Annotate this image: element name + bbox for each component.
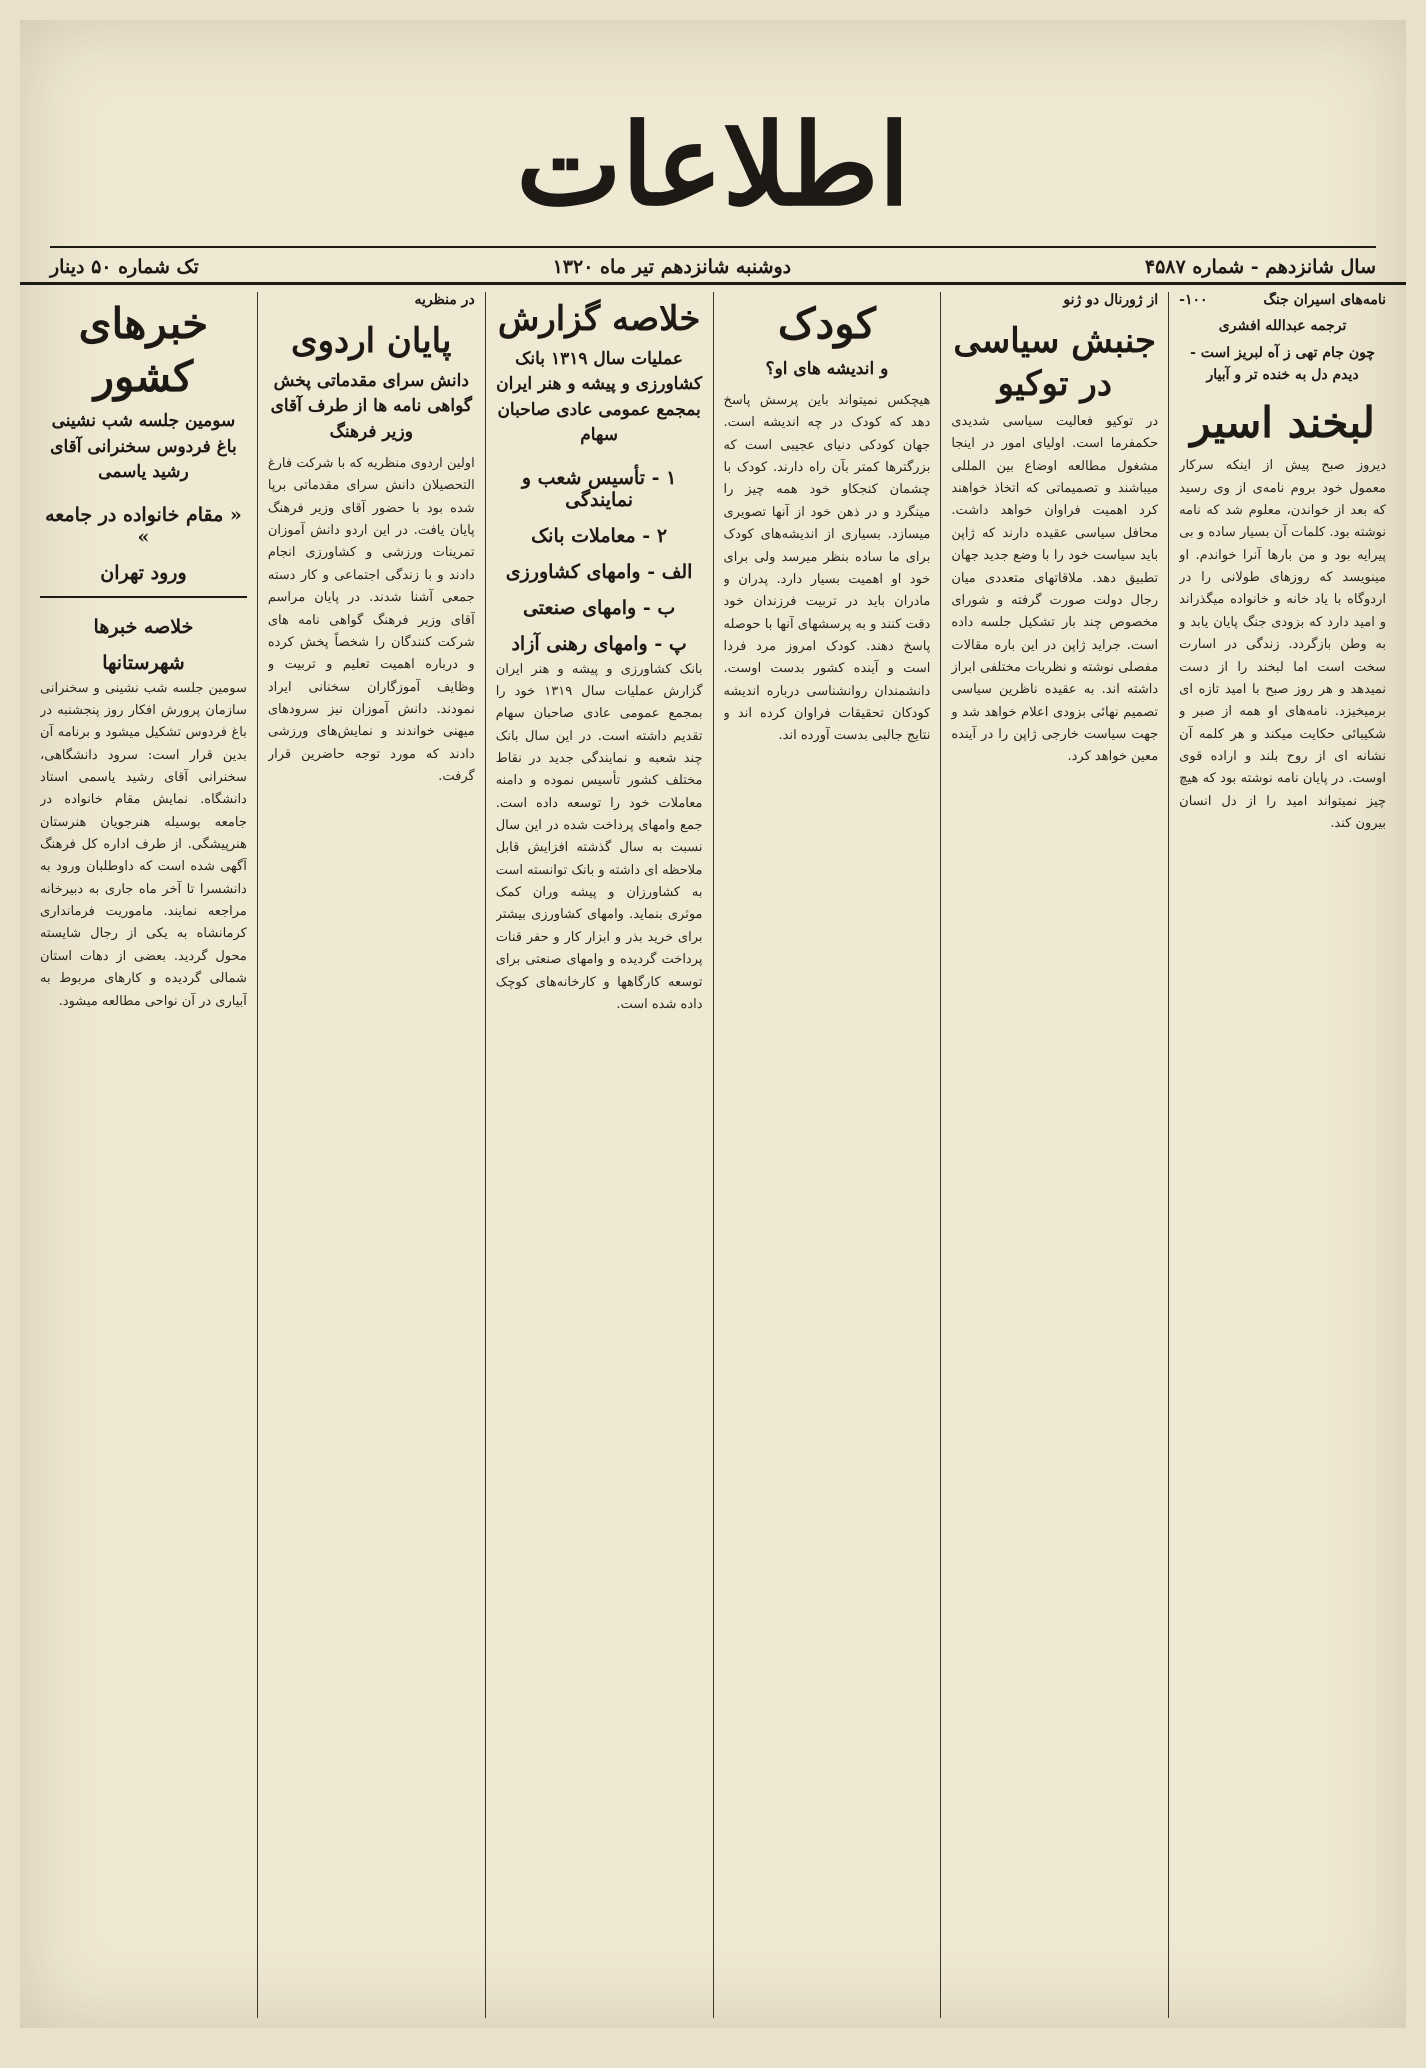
article-body: در توکیو فعالیت سیاسی شدیدی حکمفرما است. اولیای امور در اینجا مشغول مطالعه اوضاع بین المللی میباشند و تصمیماتی که اتخاذ خواهند کرد اهمیت فراوان خواهد داشت. محافل سیاسی عقیده دارند که ژاپن باید سیاست خود را با وضع جدید جهان تطبیق دهد. ملاقاتهای متعددی میان رجال دولت صورت گرفته و شورای مخصوص چند بار تشکیل جلسه داده است. جراید ژاپن در این باره مقالات مفصلی نوشته و نظریات مختلفی ابراز داشته اند. به عقیده ناظرین سیاسی تصمیم نهائی بزودی اعلام خواهد شد و جهت سیاست خارجی ژاپن را در آینده معین خواهد کرد. xyxy=(951,414,1159,765)
translator: ترجمه عبدالله افشری xyxy=(1218,318,1347,334)
column-child xyxy=(713,292,941,2018)
issue-row xyxy=(50,246,1376,278)
column-tag xyxy=(1179,292,1386,308)
section-heading: الف - وامهای کشاورزی xyxy=(505,560,693,583)
column-tag xyxy=(951,292,1158,308)
article-subhead: عملیات سال ۱۳۱۹ بانک کشاورزی و پیشه و هنر ایران بمجمع عمومی عادی صاحبان سهام xyxy=(496,348,703,445)
article-headline: لبخند اسیر xyxy=(1190,397,1375,447)
article-body: سومین جلسه شب نشینی و سخنرانی سازمان پرورش افکار روز پنجشنبه در باغ فردوس تشکیل میشود و برنامه آن بدین قرار است: سرود دانشگاهی، سخنرانی آقای رشید یاسمی استاد دانشگاه. نمایش مقام خانواده در جامعه بوسیله هنرجویان هنرستان هنرپیشگی. از طرف اداره کل فرهنگ آگهی شده است که داوطلبان ورود به دانشسرا تا آخر ماه جاری به دبیرخانه مراجعه نمایند. ماموریت فرمانداری کرمانشاه به یکی از رجال شایسته محول گردید. بعضی از دهات استان شمالی گردیده و کارهای مربوط به آبیاری در آن نواحی مطالعه میشود. xyxy=(40,680,247,1009)
columns xyxy=(30,292,1396,2018)
column-camp xyxy=(257,292,485,2018)
article-subhead: سومین جلسه شب نشینی باغ فردوس سخنرانی آقای رشید یاسمی xyxy=(50,411,237,482)
issue-date: دوشنبه شانزدهم تیر ماه ۱۳۲۰ xyxy=(552,256,792,278)
issue-number: سال شانزدهم - شماره ۴۵۸۷ xyxy=(1144,256,1376,278)
article-headline: جنبش سیاسی در توکیو xyxy=(953,321,1157,404)
article-body: دیروز صبح پیش از اینکه سرکار معمول خود بروم نامه‌ی از وی رسید که بعد از خواندن، معلوم شد که نامه نوشته بود. کلمات آن بسیار ساده و بی پیرایه بود و من بارها آنرا خواندم. او مینویسد که روزهای طولانی را در اردوگاه با یاد خانه و خانواده میگذراند و امید دارد که بزودی جنگ پایان یابد و به وطن بازگردد. زندگی در اسارت سخت است اما لبخند را از دست نمیدهد و هر روز صبح با امید تازه ای برمیخیزد. نامه‌های او همه از صبر و شکیبائی حکایت میکند و هر کلمه آن نشانه ای از روح بلند و اراده قوی اوست. در پایان نامه نوشته بود که هیچ چیز نمیتواند امید را از دل انسان بیرون کند. xyxy=(1179,458,1386,832)
masthead xyxy=(20,20,1406,285)
section-heading: پ - وامهای رهنی آزاد xyxy=(511,632,687,655)
article-body: هیچکس نمیتواند باین پرسش پاسخ دهد که کودک در چه اندیشه است. جهان کودکی دنیای عجیبی است که بزرگترها کمتر بآن راه دارند. کودک با چشمان کنجکاو خود همه چیز را مینگرد و در ذهن خود از آنها تصویری میسازد. بسیاری از اندیشه‌های کودک برای ما ساده بنظر میرسد ولی برای خود او اهمیت بسیار دارد. پدران و مادران باید در تربیت فرزندان خود دقت کنند و به پرسشهای آنها با حوصله پاسخ دهند. کودک امروز مرد فردا است و آینده کشور بدست اوست. دانشمندان روانشناسی درباره اندیشه کودکان تحقیقات فراوان کرده اند و نتایج جالبی بدست آورده اند. xyxy=(723,393,931,744)
article-subhead: و اندیشه های او؟ xyxy=(765,358,889,379)
column-country-news xyxy=(30,292,257,2018)
article-headline: کودک xyxy=(777,299,876,348)
section-heading: خلاصه خبرها xyxy=(93,615,194,638)
location-tag: در منظریه xyxy=(414,292,475,308)
divider xyxy=(40,596,247,598)
tag-left: ۱۰۰- xyxy=(1179,292,1208,308)
section-heading: شهرستانها xyxy=(102,651,185,674)
column-bank-report xyxy=(485,292,713,2018)
article-headline: پایان اردوی xyxy=(291,321,452,361)
section-heading: ب - وامهای صنعتی xyxy=(522,596,676,619)
column-tag xyxy=(268,292,475,308)
article-body: بانک کشاورزی و پیشه و هنر ایران گزارش عملیات سال ۱۳۱۹ خود را بمجمع عمومی عادی صاحبان سهام تقدیم داشته است. در این سال بانک چند شعبه و نمایندگی جدید در نقاط مختلف کشور تأسیس نموده و دامنه معاملات خود را توسعه داده است. جمع وامهای پرداخت شده در این سال نسبت به سال گذشته افزایش قابل ملاحظه ای داشته و بانک توانسته است به کشاورزان و پیشه وران کمک موثری بنماید. وامهای کشاورزی بیشتر برای خرید بذر و ابزار کار و حفر قنات پرداخت گردیده و وامهای صنعتی برای توسعه کارگاهها و کارخانه‌های کوچک داده شده است. xyxy=(495,661,703,1012)
source-tag: از ژورنال دو ژنو xyxy=(1063,292,1159,308)
tag-right: نامه‌های اسیران جنگ xyxy=(1263,292,1386,308)
section-heading: « مقام خانواده در جامعه » xyxy=(45,503,242,548)
article-headline: خبرهای کشور xyxy=(78,299,209,401)
article-subhead: دانش سرای مقدماتی پخش گواهی نامه ها از طرف آقای وزیر فرهنگ xyxy=(270,370,472,442)
newspaper-page xyxy=(20,20,1406,2028)
newspaper-title: اطلاعات xyxy=(516,100,910,231)
article-headline: خلاصه گزارش xyxy=(497,299,701,339)
column-prisoner-smile xyxy=(1168,292,1396,2018)
article-body: اولین اردوی منظریه که با شرکت فارغ التحصیلان دانش سرای مقدماتی برپا شده بود با حضور آقای وزیر فرهنگ پایان یافت. در این اردو دانش آموزان تمرینات ورزشی و کشاورزی انجام دادند و با زندگی اجتماعی و کار دسته جمعی آشنا شدند. در پایان مراسم آقای وزیر فرهنگ گواهی نامه های شرکت کنندگان را شخصاً پخش کرده و درباره اهمیت تعلیم و تربیت و وظایف آموزگاران سخنانی ایراد نمودند. دانش آموزان نیز سرودهای میهنی خواندند و نمایش‌های ورزشی دادند که مورد توجه حاضرین قرار گرفت. xyxy=(267,456,475,785)
epigraph: چون جام تهی ز آه لبریز است - دیدم دل به خنده تر و آبیار xyxy=(1190,345,1376,384)
price: تک شماره ۵۰ دینار xyxy=(50,256,199,278)
section-heading: ۱ - تأسیس شعب و نمایندگی xyxy=(521,466,677,511)
column-tokyo xyxy=(940,292,1168,2018)
section-heading: ۲ - معاملات بانک xyxy=(531,524,668,547)
section-heading: ورود تهران xyxy=(100,561,187,584)
